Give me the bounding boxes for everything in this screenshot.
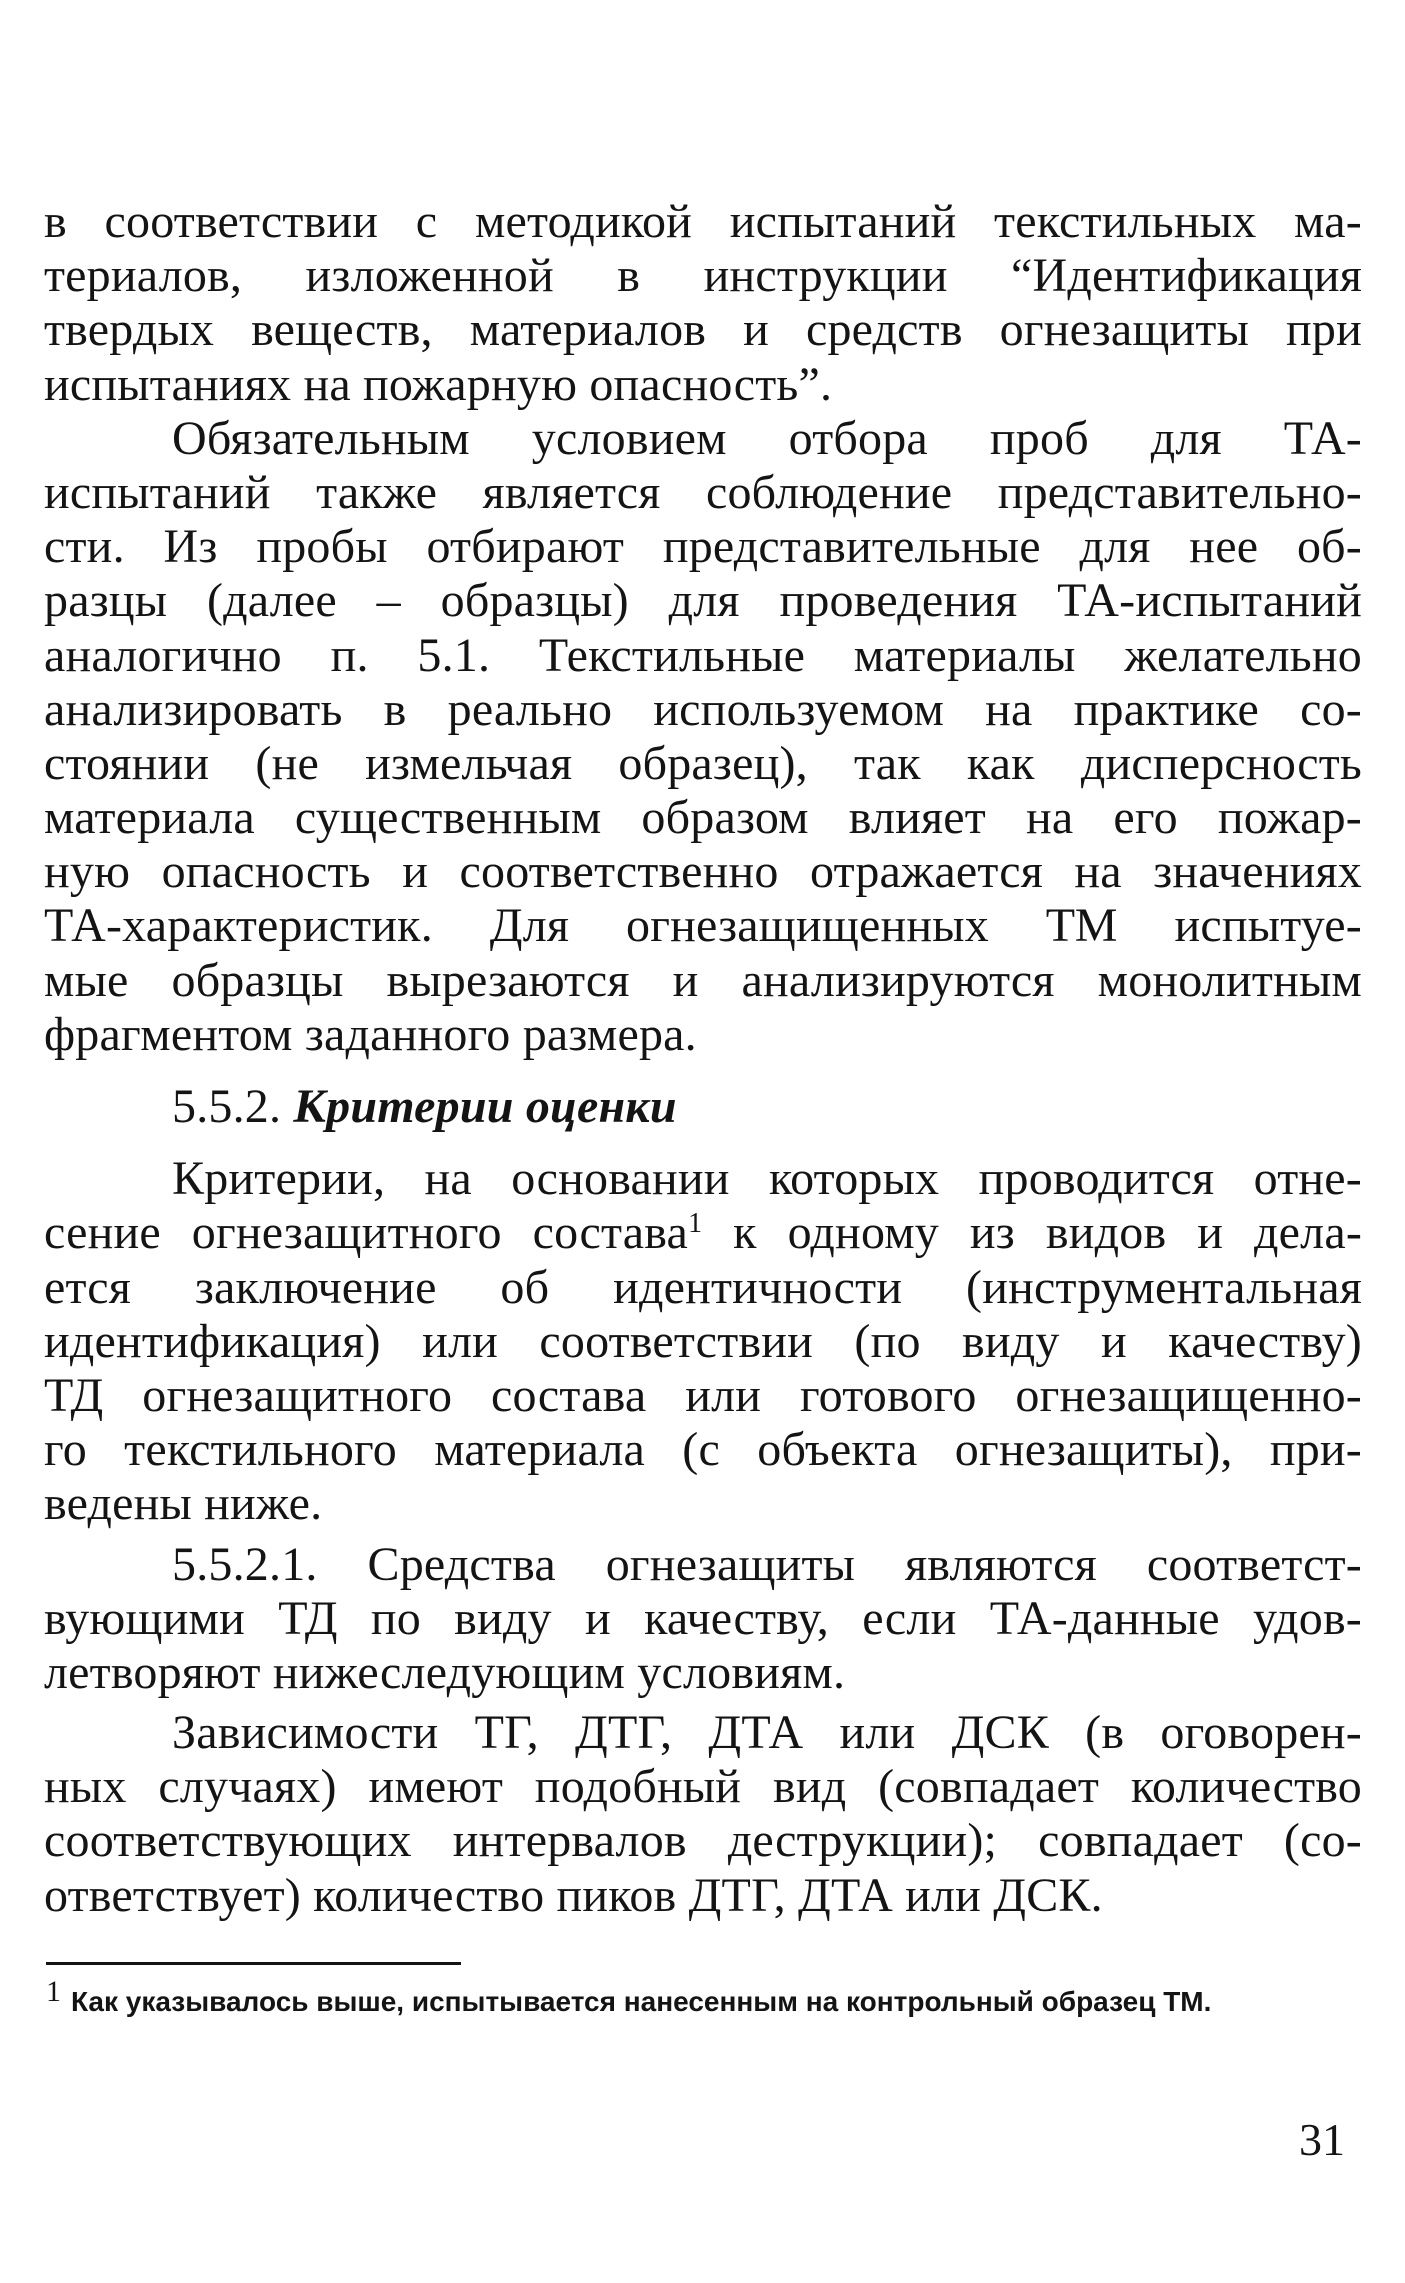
text-line: твердых веществ, материалов и средств огнезащиты при — [44, 303, 1362, 357]
text-line: летворяют нижеследующим условиям. — [44, 1645, 846, 1699]
footnote — [46, 1975, 1366, 2022]
text-line: испытаниях на пожарную опасность”. — [44, 357, 833, 411]
page-body — [44, 195, 1362, 1923]
text-line: идентификация) или соответствии (по виду и качеству) — [44, 1314, 1362, 1368]
text-line: ную опасность и соответственно отражается на значениях — [44, 845, 1362, 899]
text-line: в соответствии с методикой испытаний текстильных ма- — [44, 195, 1362, 248]
text-fragment: сение огнезащитного состава — [44, 1206, 689, 1260]
text-line: разцы (далее – образцы) для проведения ТА-испытаний — [44, 574, 1362, 628]
footnote-separator — [46, 1962, 461, 1965]
text-line: ведены ниже. — [44, 1477, 323, 1531]
paragraph-5 — [44, 1706, 1362, 1923]
footnote-text: Как указывалось выше, испытывается нанесенным на контрольный образец ТМ. — [71, 1986, 1212, 2017]
text-line-with-footnote — [44, 1206, 1362, 1260]
text-line: сти. Из пробы отбирают представительные для нее об- — [44, 520, 1362, 574]
text-line: Зависимости ТГ, ДТГ, ДТА или ДСК (в оговорен- — [172, 1706, 1362, 1760]
text-line: испытаний также является соблюдение представительно- — [44, 465, 1362, 519]
paragraph-2 — [44, 412, 1362, 1062]
text-line: соответствующих интервалов деструкции); совпадает (со- — [44, 1814, 1362, 1868]
section-number: 5.5.2. — [172, 1080, 282, 1133]
paragraph-3 — [44, 1152, 1362, 1531]
text-line: ТД огнезащитного состава или готового огнезащищенно- — [44, 1368, 1362, 1422]
text-line: анализировать в реально используемом на практике со- — [44, 682, 1362, 736]
text-line: го текстильного материала (с объекта огнезащиты), при- — [44, 1423, 1362, 1477]
paragraph-1 — [44, 195, 1362, 412]
section-heading — [44, 1080, 1362, 1134]
text-fragment: к одному из видов и дела- — [702, 1206, 1363, 1260]
text-line: ных случаях) имеют подобный вид (совпадает количество — [44, 1760, 1362, 1814]
text-line: фрагментом заданного размера. — [44, 1007, 697, 1061]
text-line: материала существенным образом влияет на его пожар- — [44, 791, 1362, 845]
text-line: Критерии, на основании которых проводится отне- — [172, 1152, 1362, 1206]
text-line: ответствует) количество пиков ДТГ, ДТА или ДСК. — [44, 1868, 1103, 1922]
text-line: стоянии (не измельчая образец), так как дисперсность — [44, 736, 1362, 790]
text-line: 5.5.2.1. Средства огнезащиты являются соответст- — [172, 1537, 1362, 1591]
text-line: аналогично п. 5.1. Текстильные материалы желательно — [44, 628, 1362, 682]
text-line: мые образцы вырезаются и анализируются монолитным — [44, 953, 1362, 1007]
paragraph-4 — [44, 1538, 1362, 1701]
text-line: ТА-характеристик. Для огнезащищенных ТМ испытуе- — [44, 899, 1362, 953]
footnote-reference[interactable]: 1 — [688, 1208, 703, 1240]
text-line: Обязательным условием отбора проб для ТА- — [172, 411, 1362, 465]
page-number: 31 — [1299, 2114, 1345, 2165]
text-line: вующими ТД по виду и качеству, если ТА-данные удов- — [44, 1591, 1362, 1645]
footnote-mark: 1 — [46, 1975, 61, 2008]
text-line: териалов, изложенной в инструкции “Идентификация — [44, 249, 1362, 303]
section-title: Критерии оценки — [293, 1080, 677, 1133]
text-line: ется заключение об идентичности (инструментальная — [44, 1260, 1362, 1314]
